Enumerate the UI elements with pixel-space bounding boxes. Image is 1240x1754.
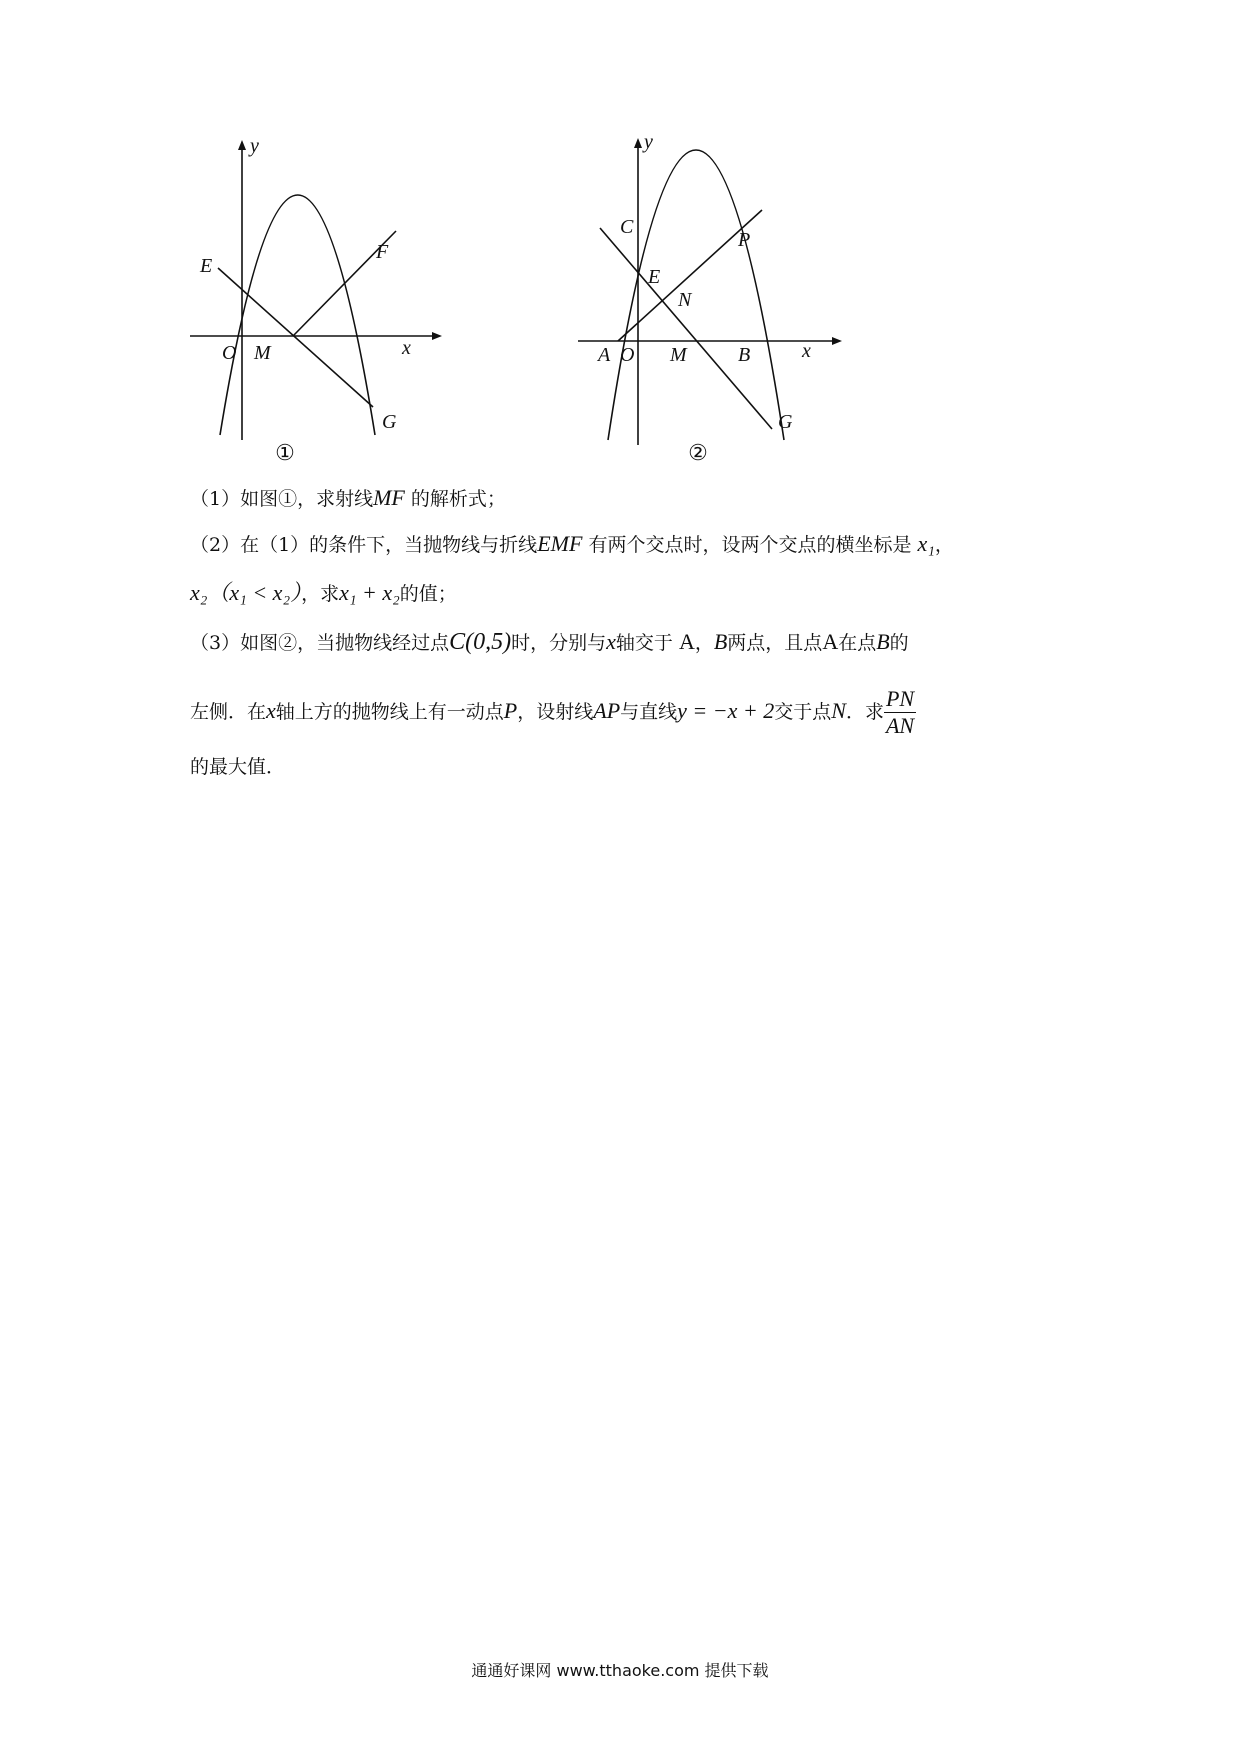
label-x: x — [402, 337, 411, 359]
q2-middle: 有两个交点时，设两个交点的横坐标是 — [588, 534, 912, 556]
figure-1-graph — [180, 135, 440, 470]
question-3-line-2 — [190, 686, 916, 740]
label-N: N — [678, 289, 692, 311]
parabola — [608, 150, 784, 440]
label-C: C — [620, 216, 634, 238]
q3-xvar: x — [606, 629, 616, 654]
label-B: B — [738, 344, 751, 366]
q1-suffix: 的解析式； — [410, 488, 506, 510]
line-EG — [600, 228, 772, 429]
x-axis-arrow — [832, 337, 842, 345]
q3-line2-middle4: 交于点 — [774, 700, 832, 723]
q3-eq: y = −x + 2 — [677, 697, 775, 723]
footer: 通通好课网 www.tthaoke.com 提供下载 — [471, 1661, 769, 1680]
q2-expr: x₁ + x₂ — [339, 580, 400, 605]
x-axis-arrow — [432, 332, 442, 340]
figure-1 — [180, 135, 440, 470]
question-3-line-1 — [190, 628, 909, 656]
question-2-line-1 — [190, 530, 954, 557]
q2-x1: x₁ — [917, 531, 935, 556]
q3-P: P — [503, 697, 518, 723]
label-x: x — [802, 340, 811, 362]
label-y: y — [644, 131, 653, 153]
q3-line2-middle: 轴上方的抛物线上有一动点 — [275, 700, 504, 723]
label-A: A — [598, 344, 611, 366]
y-axis-arrow — [238, 140, 246, 150]
q3-line2-middle3: 与直线 — [620, 700, 678, 723]
y-axis-arrow — [634, 138, 642, 148]
label-F: F — [376, 241, 389, 263]
q2-prefix: （2）在（1）的条件下，当抛物线与折线 — [190, 534, 538, 556]
q3-middle4: 在点 — [838, 632, 877, 654]
figure-2 — [570, 131, 840, 470]
q2-line2-middle: ，求 — [301, 583, 340, 605]
q2-polyline: EMF — [537, 531, 583, 556]
parabola — [220, 195, 375, 435]
q3-sep: ， — [694, 632, 714, 654]
q3-frac-den: AN — [885, 713, 915, 739]
q3-B2: B — [876, 629, 890, 654]
q3-A: A — [678, 629, 695, 654]
figure-1-caption: ① — [275, 441, 295, 466]
label-G: G — [382, 411, 397, 433]
question-2-line-2 — [190, 576, 457, 607]
q3-line2-middle5: ．求 — [845, 700, 884, 723]
q2-x2: x₂ — [190, 580, 208, 605]
figure-2-caption: ② — [688, 441, 708, 466]
q3-middle3: 两点，且点 — [727, 632, 823, 654]
label-y: y — [250, 135, 259, 157]
q1-prefix: （1）如图①，求射线 — [190, 488, 374, 510]
q2-comma: ， — [934, 534, 954, 556]
q3-line3: 的最大值． — [190, 756, 286, 778]
q3-middle2: 轴交于 — [615, 632, 673, 654]
label-E: E — [648, 266, 661, 288]
q3-prefix: （3）如图②，当抛物线经过点 — [190, 632, 450, 654]
label-M: M — [254, 342, 271, 364]
q3-line2-middle2: ，设射线 — [517, 700, 594, 723]
q3-B: B — [713, 629, 728, 654]
q3-suffix: 的 — [889, 632, 909, 654]
q3-fraction — [884, 686, 916, 740]
q2-cond: （x₁ < x₂） — [207, 580, 302, 605]
label-G: G — [778, 411, 793, 433]
figure-2-graph — [570, 131, 840, 470]
q3-xvar2: x — [266, 697, 276, 723]
label-P: P — [738, 229, 751, 251]
label-M: M — [670, 344, 687, 366]
label-O: O — [222, 342, 237, 364]
q3-A2: A — [822, 629, 839, 654]
q3-line2-prefix: 左侧．在 — [190, 700, 267, 723]
question-1 — [190, 484, 506, 511]
q3-frac-num: PN — [884, 686, 916, 713]
q1-ray: MF — [373, 485, 405, 510]
q2-line2-suffix: 的值； — [399, 583, 457, 605]
label-E: E — [200, 255, 213, 277]
label-O: O — [620, 344, 635, 366]
q3-N: N — [831, 697, 846, 723]
q3-middle: 时，分别与 — [511, 632, 607, 654]
question-3-line-3 — [190, 752, 285, 779]
q3-point: C(0,5) — [449, 629, 512, 655]
q3-AP: AP — [593, 697, 621, 723]
